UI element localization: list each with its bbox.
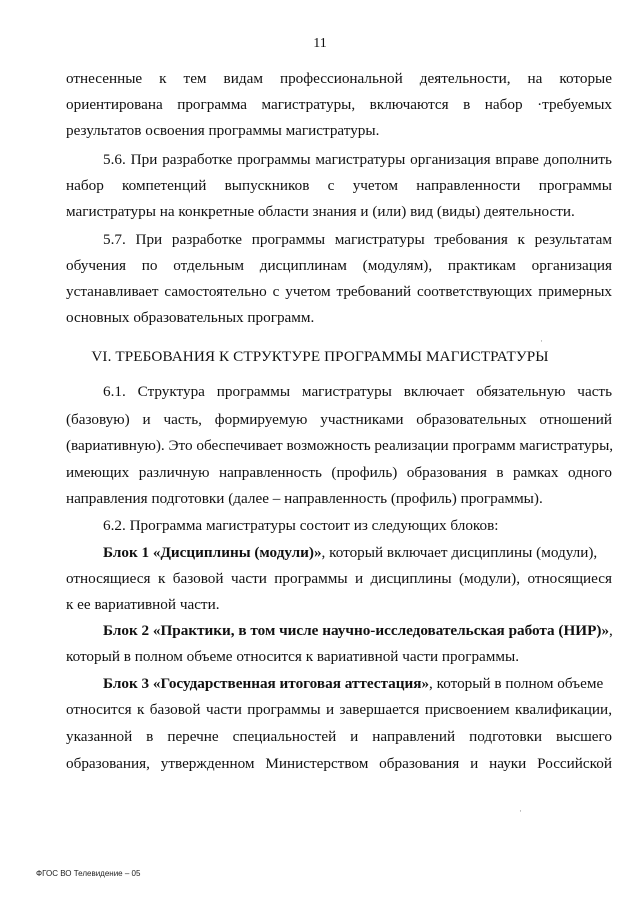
text-line: образования, утвержденном Министерством образования и науки Российской — [66, 755, 612, 772]
text-line — [103, 544, 612, 562]
scan-speck: · — [519, 806, 522, 816]
block-3-text: , который в полном объеме — [429, 675, 604, 692]
text-line: к ее вариативной части. — [66, 596, 220, 613]
text-line: относящиеся к базовой части программы и дисциплины (модули), относящиеся — [66, 570, 612, 587]
text-line: имеющих различную направленность (профиль) образования в рамках одного — [66, 464, 612, 481]
scan-speck: · — [540, 336, 543, 346]
text-line: результатов освоения программы магистратуры. — [66, 122, 380, 139]
block-1-title: Блок 1 «Дисциплины (модули)» — [103, 544, 322, 561]
text-line: 6.2. Программа магистратуры состоит из следующих блоков: — [103, 517, 499, 534]
text-line: набор компетенций выпускников с учетом направленности программы — [66, 177, 612, 194]
text-line: направления подготовки (далее – направленность (профиль) программы). — [66, 490, 543, 507]
block-2-title: Блок 2 «Практики, в том числе научно-исследовательская работа (НИР)» — [103, 622, 610, 639]
text-line — [103, 622, 613, 640]
text-line: относится к базовой части программы и завершается присвоением квалификации, — [66, 701, 612, 718]
text-line: 5.6. При разработке программы магистратуры организация вправе дополнить — [103, 151, 612, 168]
text-line: ориентирована программа магистратуры, включаются в набор ·требуемых — [66, 96, 612, 113]
text-line: (базовую) и часть, формируемую участниками образовательных отношений — [66, 411, 612, 428]
text-line: 5.7. При разработке программы магистратуры требования к результатам — [103, 231, 612, 248]
text-line: основных образовательных программ. — [66, 309, 315, 326]
text-line: магистратуры на конкретные области знания и (или) вид (виды) деятельности. — [66, 203, 575, 220]
text-line: который в полном объеме относится к вариативной части программы. — [66, 648, 520, 665]
text-line: (вариативную). Это обеспечивает возможность реализации программ магистратуры, — [66, 437, 614, 454]
page-number: 11 — [313, 36, 327, 51]
footer-text: ФГОС ВО Телевидение – 05 — [36, 869, 141, 878]
block-1-text: , который включает дисциплины (модули), — [321, 544, 598, 561]
block-3-title: Блок 3 «Государственная итоговая аттестация» — [103, 675, 430, 692]
block-2-text: , — [609, 622, 613, 639]
text-line: обучения по отдельным дисциплинам (модулям), практикам организация — [66, 257, 612, 274]
text-line: 6.1. Структура программы магистратуры включает обязательную часть — [103, 383, 612, 400]
section-heading: VI. ТРЕБОВАНИЯ К СТРУКТУРЕ ПРОГРАММЫ МАГИСТРАТУРЫ — [91, 348, 549, 365]
text-line — [103, 675, 603, 693]
text-line: устанавливает самостоятельно с учетом требований соответствующих примерных — [66, 283, 612, 300]
text-line: указанной в перечне специальностей и направлений подготовки высшего — [66, 728, 612, 745]
text-line: отнесенные к тем видам профессиональной деятельности, на которые — [66, 70, 612, 87]
